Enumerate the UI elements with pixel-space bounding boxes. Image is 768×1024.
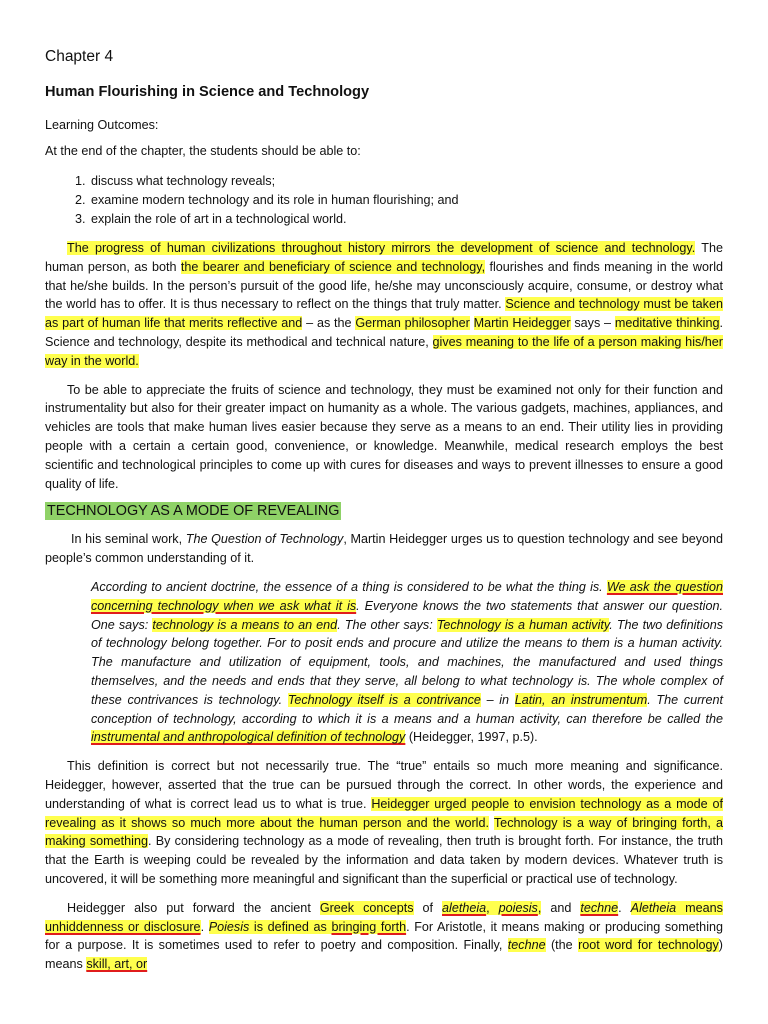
highlighted-text: means	[676, 900, 723, 915]
text-run: The Question of Technology	[185, 532, 344, 547]
text-run: – as the	[302, 316, 356, 331]
learning-outcomes-list	[45, 172, 723, 229]
section-heading	[45, 503, 723, 519]
chapter-label: Chapter 4	[45, 48, 114, 65]
highlighted-text: meditative thinking	[614, 316, 720, 331]
highlighted-text: aletheia	[442, 900, 487, 915]
highlighted-text: poiesis	[498, 900, 538, 915]
text-run: (the	[545, 938, 579, 953]
highlighted-text: unhiddenness or disclosure	[45, 919, 201, 934]
text-run: . Science and technology, despite its methodical and technical nature,	[45, 316, 723, 349]
highlighted-text: bringing forth	[331, 919, 407, 934]
text-run: ) means	[45, 938, 723, 972]
learning-outcomes-intro: At the end of the chapter, the students should be able to:	[45, 144, 361, 158]
highlighted-text: technology is a means to an end	[152, 617, 338, 632]
learning-outcomes-heading: Learning Outcomes:	[45, 118, 159, 132]
highlighted-text: techne	[580, 900, 619, 915]
chapter-title: Human Flourishing in Science and Technology	[45, 84, 370, 100]
highlighted-text: Greek concepts	[319, 900, 414, 915]
fruits-paragraph	[45, 381, 723, 494]
text-run: – in	[480, 692, 515, 707]
text-run: flourishes and finds meaning in the world that he/she builds. In the person’s pursuit of the good life, he/she may unconsciously acquire, consume, or destroy what the world has to offer. It is thus necessary to reflect on the things that truly matter.	[45, 259, 724, 312]
text-run: Heidegger also put forward the ancient	[67, 900, 320, 915]
text-run: of	[413, 900, 443, 915]
text-run: The human person, as both	[45, 241, 723, 274]
highlighted-text: root word for technology	[578, 938, 719, 953]
outcome-item: 1. discuss what technology reveals;	[89, 172, 723, 191]
highlighted-text: skill, art, or	[86, 957, 148, 972]
highlighted-text: Technology is a way of bringing forth, a making something	[45, 815, 723, 849]
highlighted-text: Heidegger urged people to envision technology as a mode of revealing as it shows so much more about the human person and the world.	[45, 796, 723, 830]
text-run: To be able to appreciate the fruits of science and technology, they must be examined not only for their function and instrumentality but also for their greater impact on humanity as a whole. The various gadgets, machines, appliances, and vehicles are tools that make human lives easier because they serve as a means to an end. Their utility lies in providing people with a certain a certain good, convenience, or knowledge. Meanwhile, medical research employs the best scientific and technological principles to come up with cures for diseases and ways to prevent illnesses to ensure a good quality of life.	[45, 382, 723, 491]
section-heading-text: TECHNOLOGY AS A MODE OF REVEALING	[47, 503, 340, 520]
outcome-item: 2. examine modern technology and its role in human flourishing; and	[89, 191, 723, 210]
highlighted-text: Aletheia	[630, 900, 677, 915]
highlighted-text: Technology is a human activity	[436, 617, 610, 632]
intro-paragraph	[45, 239, 723, 371]
text-run: and	[541, 900, 581, 915]
highlighted-text: Latin, an instrumentum	[514, 692, 648, 707]
text-run: This definition is correct but not necessarily true. The “true” entails so much more meaning and significance. Heidegger, however, asserted that the true can be pursued through the correct. In other words, the experience and understanding of what is correct lead us to what is true.	[45, 759, 723, 811]
text-run: . For Aristotle, it means making or producing something for a purpose. It is sometimes used to refer to poetry and composition. Finally,	[45, 919, 723, 953]
highlighted-text: Science and technology must be taken as part of human life that merits reflective and	[45, 297, 723, 331]
highlighted-text: techne	[507, 938, 546, 953]
text-run: . The current conception of technology, according to which it is a means and a human activity, can therefore be called the	[91, 692, 723, 726]
text-run: In his seminal work,	[71, 532, 186, 547]
heidegger-quote	[91, 578, 723, 747]
text-run: . Everyone knows the two statements that answer our question. One says:	[91, 598, 723, 632]
text-run: says –	[570, 316, 615, 331]
highlighted-text: Technology itself is a contrivance	[287, 692, 481, 707]
text-run: (Heidegger, 1997, p.5).	[405, 730, 538, 745]
text-run: .	[200, 919, 209, 934]
highlighted-text: Poiesis	[208, 919, 250, 934]
highlighted-text: German philosopher	[355, 316, 470, 331]
text-run: According to ancient doctrine, the essence of a thing is considered to be what the thing is.	[91, 579, 607, 594]
highlighted-text: instrumental and anthropological definition of technology	[91, 730, 406, 745]
text-run: . The two definitions of technology belong together. For to posit ends and procure and utilize the means to them is a human activity. The manufacture and utilization of equipment, tools, and machines, the manufactured and used things themselves, and the needs and ends that they serve, all belong to what technology is. The whole complex of these contrivances is technology.	[91, 617, 723, 707]
highlighted-text: The progress of human civilizations throughout history mirrors the development of science and technology.	[67, 241, 696, 255]
text-run: , Martin Heidegger urges us to question technology and see beyond people’s common understanding of it.	[45, 532, 724, 566]
highlighted-text: the bearer and beneficiary of science and technology,	[180, 259, 486, 274]
text-run: . By considering technology as a mode of revealing, then truth is brought forth. For instance, the truth that the Earth is weeping could be revealed by the information and data taken by modern devices. Whatever truth is uncovered, it will be something more meaningful and significant than the superficial or practical use of technology.	[45, 834, 724, 886]
highlighted-text: is defined as	[249, 919, 332, 934]
text-run: . The other says:	[337, 617, 437, 632]
highlighted-text: Martin Heidegger	[473, 316, 571, 331]
highlighted-text: ,	[486, 900, 499, 915]
highlighted-text: ,	[537, 900, 542, 915]
greek-concepts-paragraph	[45, 899, 723, 974]
outcome-item: 3. explain the role of art in a technological world.	[89, 210, 723, 229]
highlighted-text: We ask the question concerning technology when we ask what it is	[91, 579, 723, 613]
seminal-work-paragraph	[45, 530, 723, 568]
text-run: .	[618, 900, 631, 915]
highlighted-text: gives meaning to the life of a person making his/her way in the world.	[45, 334, 723, 368]
definition-paragraph	[45, 757, 723, 889]
